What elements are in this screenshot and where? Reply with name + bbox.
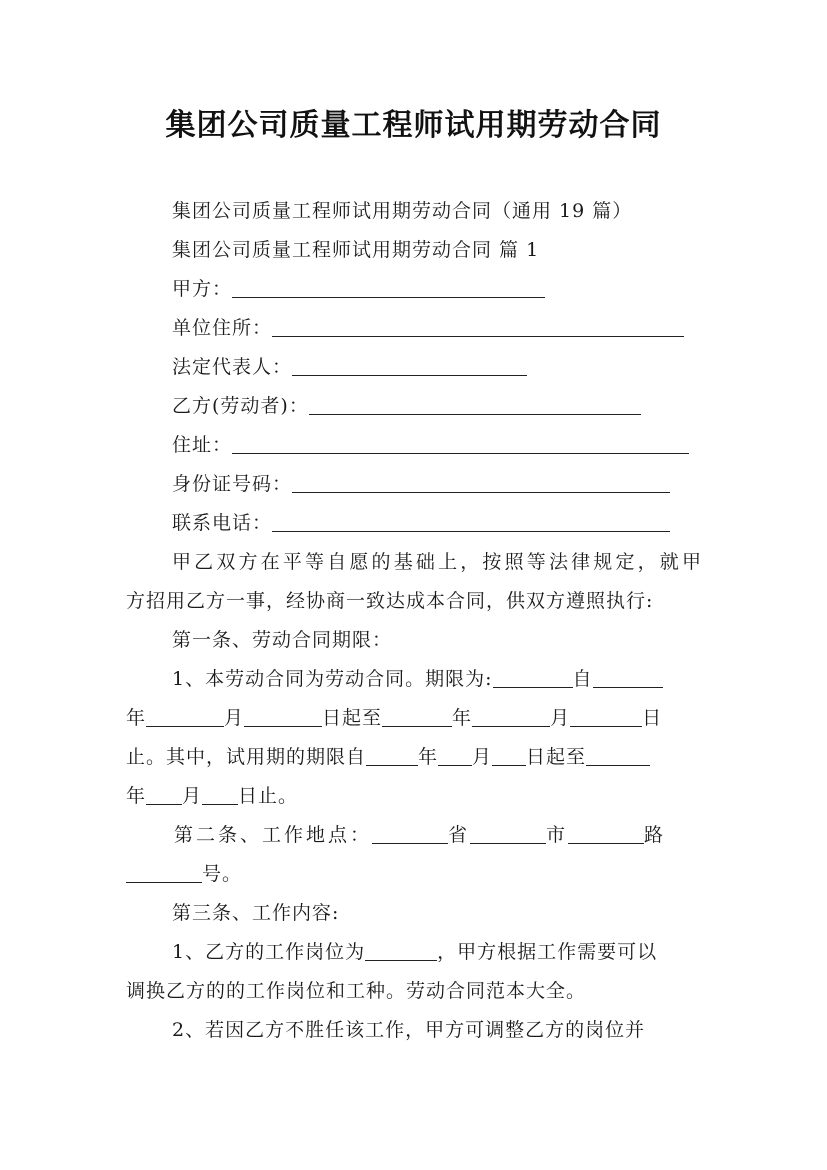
end-month-blank [472,706,550,727]
article-1-text-b: 自 [572,668,593,690]
number-blank [126,862,202,883]
city-blank [470,823,546,844]
year-text: 年 [126,785,147,807]
party-a-label: 甲方： [172,278,233,300]
article-1-title: 第一条、劳动合同期限： [172,629,393,651]
province-blank [372,823,448,844]
article-3-line-2: 调换乙方的的工作岗位和工种。劳动合同范本大全。 [126,980,587,1002]
start-day-blank [244,706,322,727]
article-1-line-1 [172,666,663,692]
legal-rep-blank [292,355,527,376]
probation-end-month-blank [146,784,182,805]
probation-start-month-blank [438,745,472,766]
id-number-label: 身份证号码： [172,473,293,495]
article-3-text-a: 1、乙方的工作岗位为 [172,941,366,963]
term-blank [493,667,573,688]
party-b-label: 乙方(劳动者)： [172,395,309,417]
article-2-line-1 [174,822,666,848]
legal-rep-field [172,354,527,380]
document-title: 集团公司质量工程师试用期劳动合同 [165,108,662,143]
year-text: 年 [418,746,439,768]
article-3-line-1 [172,939,657,965]
article-3-title: 第三条、工作内容: [172,902,340,924]
article-1-text-a: 1、本劳动合同为劳动合同。期限为: [172,668,493,690]
address-blank [232,433,689,454]
phone-blank [272,511,670,532]
from-to-text: 日起至 [322,707,383,729]
address-field [172,432,689,458]
unit-address-label: 单位住所： [172,317,273,339]
road-blank [568,823,644,844]
month-text: 月 [550,707,571,729]
party-b-field [172,393,641,419]
probation-start-day-blank [492,745,526,766]
phone-label: 联系电话： [172,512,273,534]
address-label: 住址： [172,434,233,456]
month-text: 月 [224,707,245,729]
end-year-blank [382,706,452,727]
party-a-blank [232,277,545,298]
party-a-field [172,276,545,302]
article-3-line-3: 2、若因乙方不胜任该工作，甲方可调整乙方的岗位并 [172,1019,646,1041]
unit-address-field [172,315,684,341]
article-3-text-b: ，甲方根据工作需要可以 [437,941,658,963]
phone-field [172,510,670,536]
road-text: 路 [644,824,667,846]
year-text: 年 [452,707,473,729]
intro-line-2: 方招用乙方一事，经协商一致达成本合同，供双方遵照执行: [126,590,654,612]
article-2-title: 第二条、工作地点： [174,824,373,846]
province-text: 省 [448,824,471,846]
document-subtitle: 集团公司质量工程师试用期劳动合同（通用 19 篇） [172,200,633,222]
party-b-blank [309,394,641,415]
id-number-blank [292,472,670,493]
article-1-line-2 [126,705,662,731]
position-blank [365,940,437,961]
unit-address-blank [272,316,684,337]
probation-end-day-blank [202,784,238,805]
month-text: 月 [182,785,203,807]
id-number-field [172,471,670,497]
end-day-blank [570,706,642,727]
intro-line-1 [172,549,702,575]
article-1-line-3 [126,744,650,770]
probation-start-year-blank [366,745,418,766]
section-heading: 集团公司质量工程师试用期劳动合同 篇 1 [172,239,540,261]
city-text: 市 [546,824,569,846]
legal-rep-label: 法定代表人： [172,356,293,378]
probation-end-year-blank [586,745,650,766]
probation-text: 止。其中，试用期的期限自 [126,746,367,768]
term-start-year-blank [593,667,663,688]
article-2-line-2 [126,861,242,887]
start-month-blank [146,706,224,727]
number-text: 号。 [202,863,243,885]
end-text: 日止。 [238,785,299,807]
month-text: 月 [472,746,493,768]
intro-text-1: 甲乙双方在平等自愿的基础上，按照等法律规定，就甲 [172,551,702,573]
article-1-line-4 [126,783,298,809]
from-to-text: 日起至 [526,746,587,768]
day-text: 日 [642,707,663,729]
year-text: 年 [126,707,147,729]
